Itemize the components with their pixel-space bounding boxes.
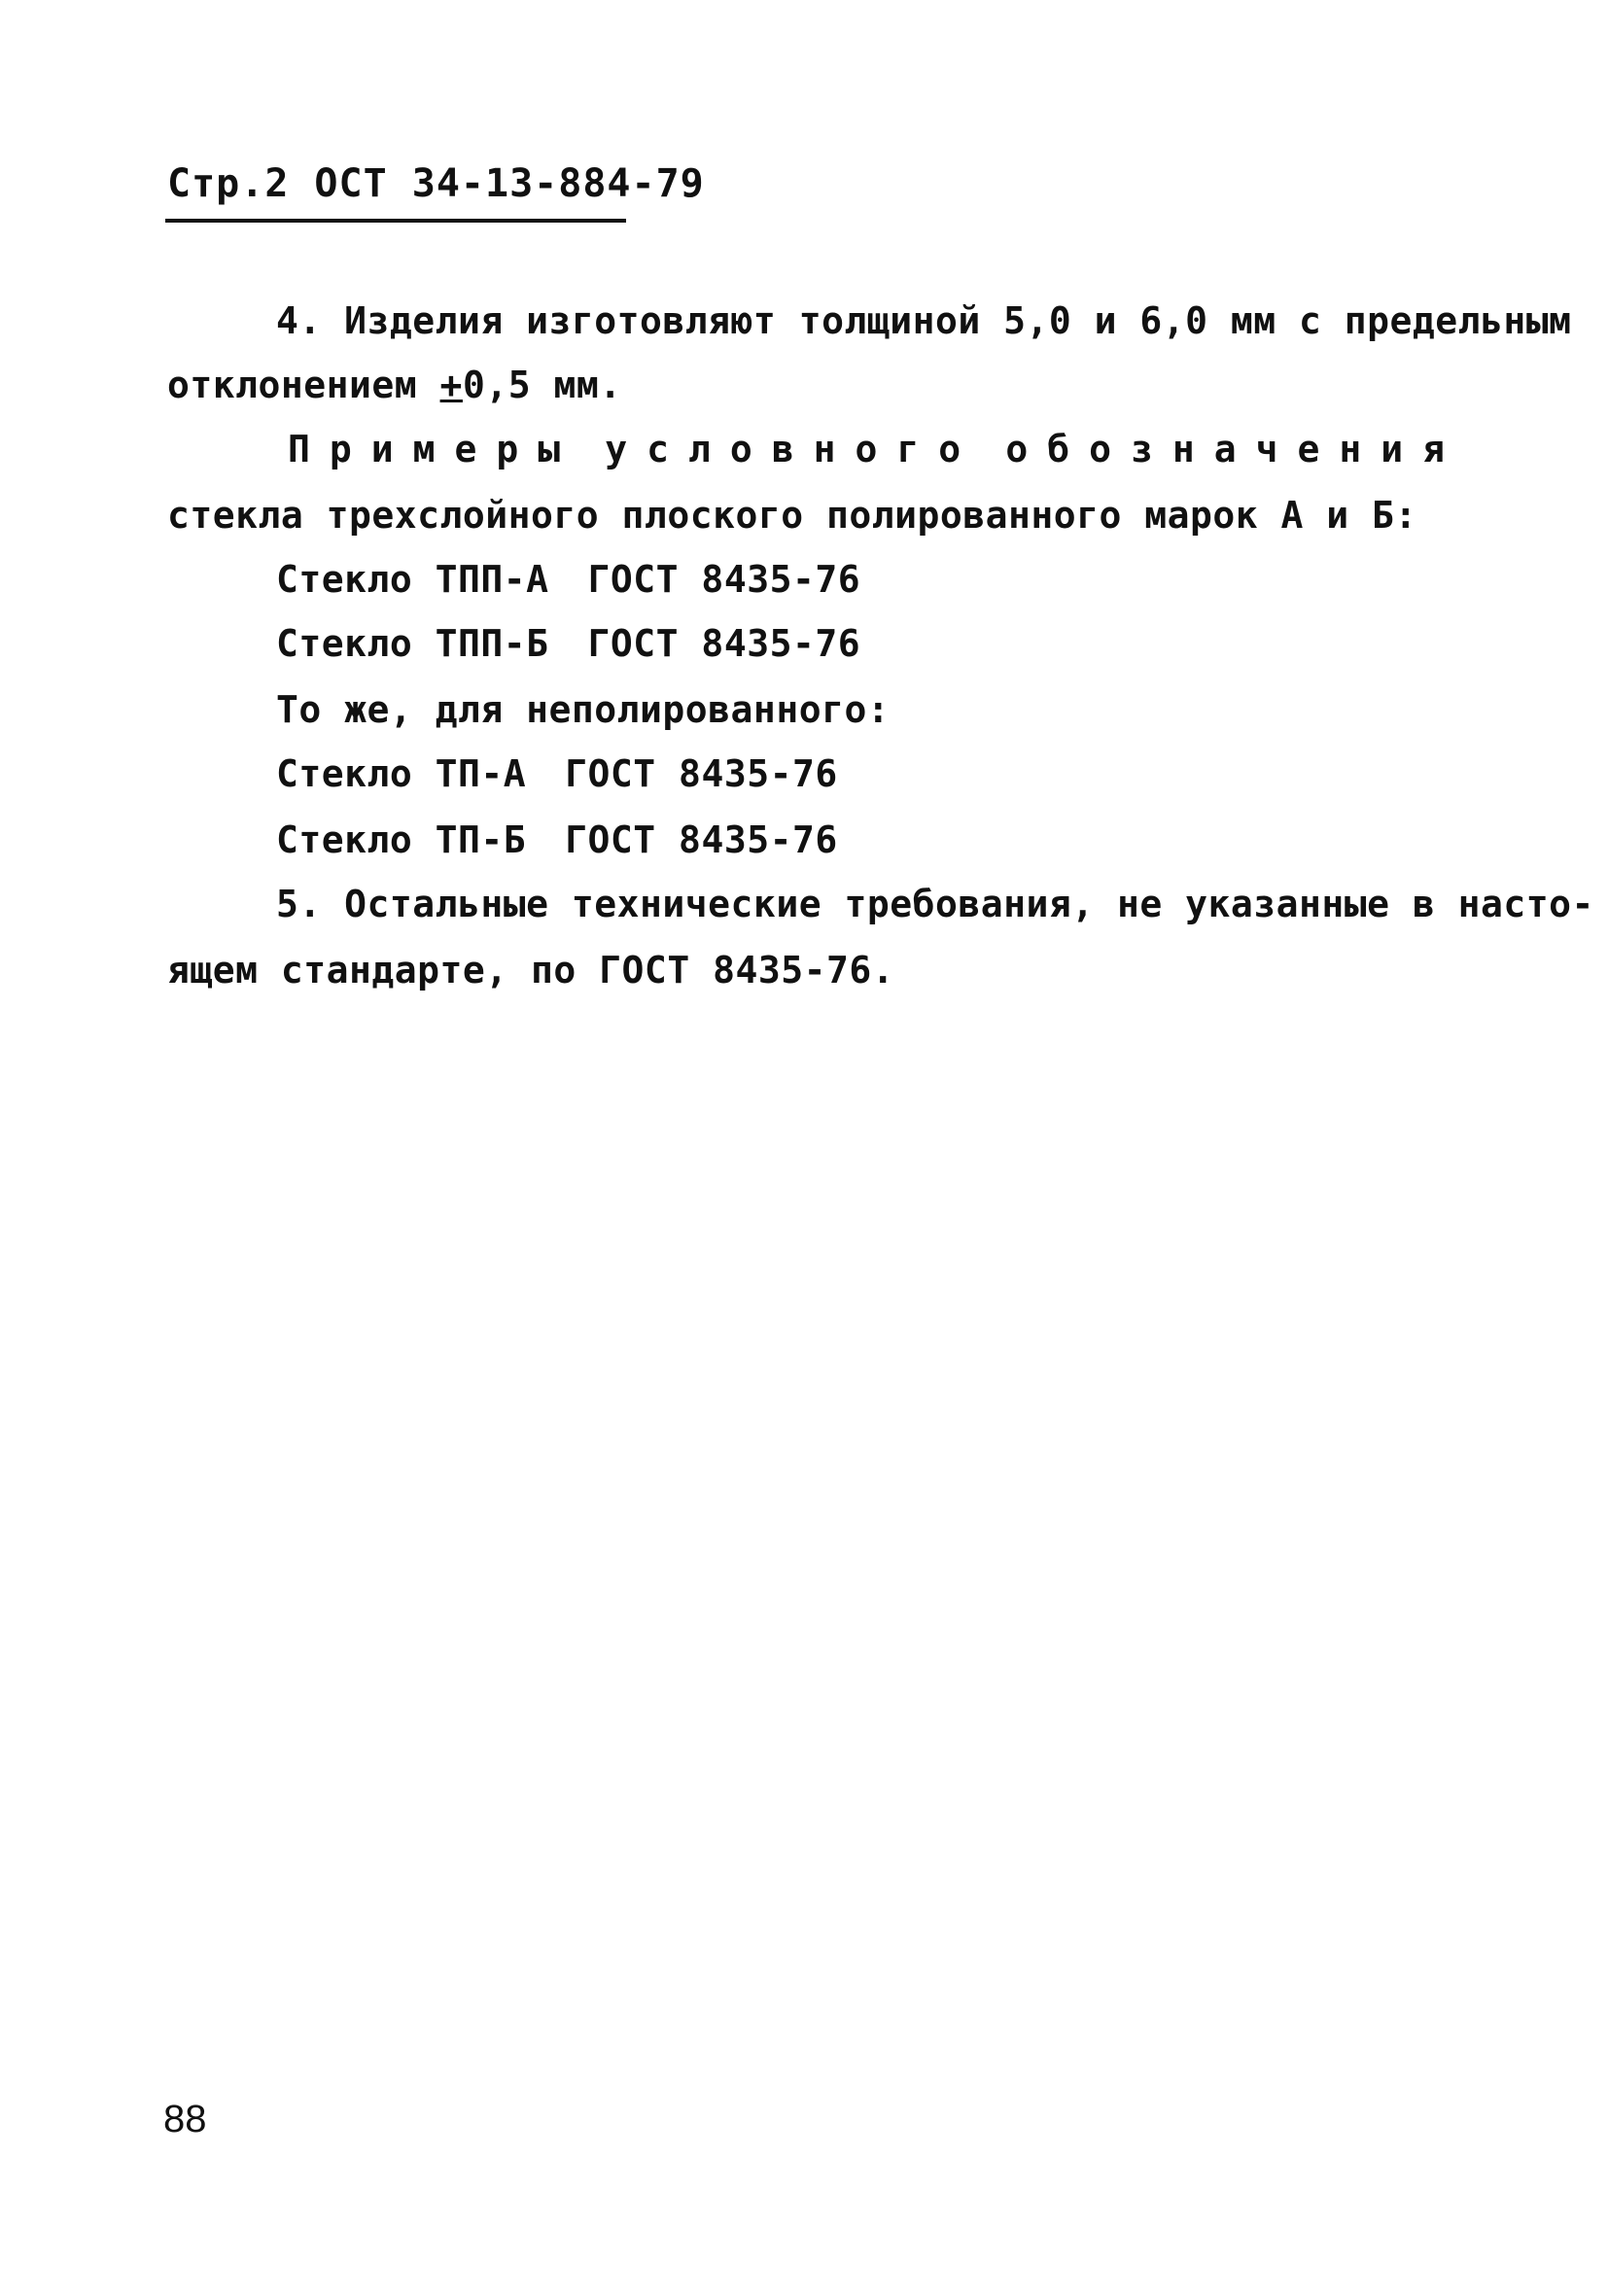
example-line: Стекло ТПП-Б ГОСТ 8435-76 (276, 622, 861, 665)
header-underline (165, 219, 626, 223)
paragraph-4-line-2: отклонением +0,5 мм. (167, 364, 622, 406)
unpolished-intro: То же, для неполированного: (276, 688, 891, 731)
standard-code: ОСТ 34-13-884-79 (314, 161, 705, 206)
plus-minus-sign: + (439, 364, 463, 406)
heading-word: обозначения (1005, 428, 1464, 470)
page-label: Стр.2 (167, 161, 290, 206)
page-header (167, 161, 705, 206)
example-line: Стекло ТП-А ГОСТ 8435-76 (276, 752, 838, 795)
heading-word: Примеры (288, 428, 580, 470)
example-line: Стекло ТПП-А ГОСТ 8435-76 (276, 558, 861, 601)
examples-heading (288, 428, 1464, 470)
paragraph-5-line-2: ящем стандарте, по ГОСТ 8435-76. (167, 949, 895, 991)
page-number: 88 (163, 2098, 207, 2140)
heading-word: условного (605, 428, 981, 470)
paragraph-5-line-1: 5. Остальные технические требования, не указанные в насто- (276, 883, 1594, 925)
paragraph-4-line-1: 4. Изделия изготовляют толщиной 5,0 и 6,0 мм с предельным (276, 299, 1572, 342)
example-line: Стекло ТП-Б ГОСТ 8435-76 (276, 818, 838, 861)
examples-intro: стекла трехслойного плоского полированного марок А и Б: (167, 494, 1417, 537)
